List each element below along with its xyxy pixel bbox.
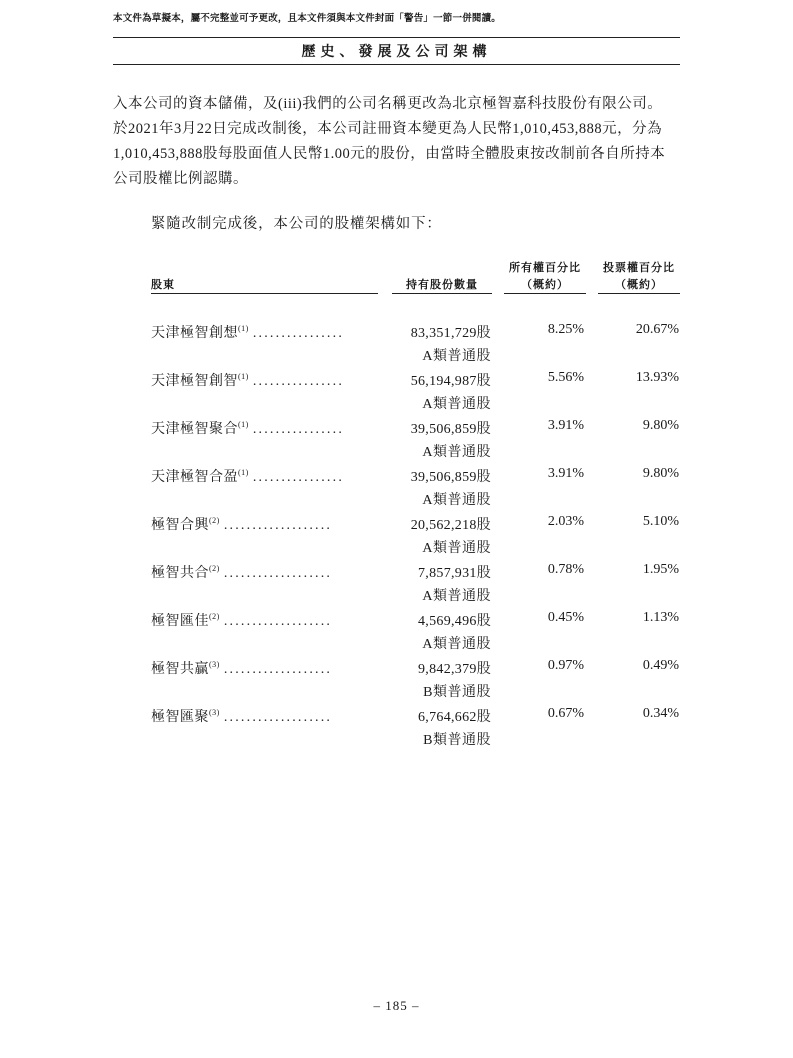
paragraph-line: 公司股權比例認購。 bbox=[113, 171, 248, 187]
shares-held: 9,842,379股 bbox=[418, 662, 491, 677]
shareholder-name: 極智共贏 bbox=[151, 662, 209, 677]
ownership-percentage: 0.97% bbox=[547, 658, 584, 673]
dot-leader: ................ bbox=[252, 374, 345, 389]
shareholder-name: 天津極智聚合 bbox=[151, 422, 238, 437]
table-row bbox=[0, 610, 793, 658]
ownership-percentage: 0.67% bbox=[547, 706, 584, 721]
table-row bbox=[0, 658, 793, 706]
footnote-marker: (1) bbox=[238, 468, 249, 477]
voting-percentage: 9.80% bbox=[642, 418, 679, 433]
header-bottom-rule bbox=[113, 64, 680, 65]
header-ownership-line2: （概約） bbox=[521, 278, 569, 291]
footnote-marker: (2) bbox=[209, 564, 220, 573]
dot-leader: ................ bbox=[252, 326, 345, 341]
shareholder-name-cell bbox=[151, 706, 379, 726]
footnote-marker: (1) bbox=[238, 420, 249, 429]
header-underline bbox=[504, 293, 586, 294]
table-row bbox=[0, 370, 793, 418]
shares-held: 4,569,496股 bbox=[418, 614, 491, 629]
shareholder-name-cell bbox=[151, 610, 379, 630]
header-ownership-line1: 所有權百分比 bbox=[509, 261, 581, 274]
shareholder-name: 天津極智創智 bbox=[151, 374, 238, 389]
share-class: A類普通股 bbox=[422, 637, 491, 652]
footnote-marker: (1) bbox=[238, 372, 249, 381]
dot-leader: ................... bbox=[223, 614, 333, 629]
shareholder-name: 天津極智合盈 bbox=[151, 470, 238, 485]
shares-held: 56,194,987股 bbox=[410, 374, 491, 389]
shares-held: 7,857,931股 bbox=[418, 566, 491, 581]
table-row bbox=[0, 562, 793, 610]
shareholder-name-cell bbox=[151, 562, 379, 582]
dot-leader: ................... bbox=[223, 710, 333, 725]
footnote-marker: (1) bbox=[238, 324, 249, 333]
shareholder-name: 極智匯佳 bbox=[151, 614, 209, 629]
header-shareholder: 股東 bbox=[151, 278, 175, 291]
ownership-percentage: 3.91% bbox=[547, 418, 584, 433]
body-paragraph bbox=[113, 92, 683, 192]
voting-percentage: 1.13% bbox=[642, 610, 679, 625]
header-voting-line1: 投票權百分比 bbox=[603, 261, 675, 274]
share-class: A類普通股 bbox=[422, 541, 491, 556]
shares-held: 39,506,859股 bbox=[410, 470, 491, 485]
page-number: – 185 – bbox=[373, 998, 420, 1013]
table-row bbox=[0, 466, 793, 514]
shares-held: 6,764,662股 bbox=[418, 710, 491, 725]
shareholder-name: 極智共合 bbox=[151, 566, 209, 581]
shareholder-name-cell bbox=[151, 514, 379, 534]
ownership-percentage: 3.91% bbox=[547, 466, 584, 481]
shareholder-name-cell bbox=[151, 658, 379, 678]
voting-percentage: 9.80% bbox=[642, 466, 679, 481]
shareholder-name: 極智匯聚 bbox=[151, 710, 209, 725]
table-row bbox=[0, 418, 793, 466]
header-voting bbox=[598, 259, 680, 293]
shareholder-name-cell bbox=[151, 466, 379, 486]
share-class: B類普通股 bbox=[423, 685, 491, 700]
share-class: A類普通股 bbox=[422, 445, 491, 460]
voting-percentage: 0.34% bbox=[642, 706, 679, 721]
shareholder-name-cell bbox=[151, 418, 379, 438]
share-class: A類普通股 bbox=[422, 397, 491, 412]
shares-held: 39,506,859股 bbox=[410, 422, 491, 437]
footnote-marker: (3) bbox=[209, 708, 220, 717]
dot-leader: ................... bbox=[223, 566, 333, 581]
voting-percentage: 1.95% bbox=[642, 562, 679, 577]
ownership-percentage: 2.03% bbox=[547, 514, 584, 529]
table-row bbox=[0, 514, 793, 562]
dot-leader: ................ bbox=[252, 422, 345, 437]
section-title: 歷史、發展及公司架構 bbox=[301, 44, 492, 60]
voting-percentage: 13.93% bbox=[635, 370, 679, 385]
header-underline bbox=[151, 293, 378, 294]
table-row bbox=[0, 706, 793, 754]
dot-leader: ................... bbox=[223, 662, 333, 677]
paragraph-line: 入本公司的資本儲備，及(iii)我們的公司名稱更改為北京極智嘉科技股份有限公司。 bbox=[113, 96, 663, 112]
shareholder-name-cell bbox=[151, 322, 379, 342]
ownership-percentage: 0.78% bbox=[547, 562, 584, 577]
header-top-rule bbox=[113, 37, 680, 38]
ownership-percentage: 8.25% bbox=[547, 322, 584, 337]
shareholder-name: 天津極智創想 bbox=[151, 326, 238, 341]
draft-disclaimer: 本文件為草擬本，屬不完整並可予更改，且本文件須與本文件封面「警告」一節一併閱讀。 bbox=[113, 13, 502, 24]
header-shares-held: 持有股份數量 bbox=[406, 278, 478, 291]
dot-leader: ................ bbox=[252, 470, 345, 485]
dot-leader: ................... bbox=[223, 518, 333, 533]
voting-percentage: 0.49% bbox=[642, 658, 679, 673]
paragraph-line: 1,010,453,888股每股面值人民幣1.00元的股份，由當時全體股東按改制前各自所持本 bbox=[113, 146, 666, 162]
ownership-percentage: 0.45% bbox=[547, 610, 584, 625]
shareholder-name-cell bbox=[151, 370, 379, 390]
voting-percentage: 5.10% bbox=[642, 514, 679, 529]
header-underline bbox=[392, 293, 492, 294]
table-row bbox=[0, 322, 793, 370]
shareholder-name: 極智合興 bbox=[151, 518, 209, 533]
share-class: A類普通股 bbox=[422, 349, 491, 364]
table-intro: 緊隨改制完成後，本公司的股權架構如下： bbox=[151, 216, 442, 232]
footnote-marker: (3) bbox=[209, 660, 220, 669]
footnote-marker: (2) bbox=[209, 516, 220, 525]
share-class: B類普通股 bbox=[423, 733, 491, 748]
paragraph-line: 於2021年3月22日完成改制後，本公司註冊資本變更為人民幣1,010,453,888元，分為 bbox=[113, 121, 663, 137]
header-voting-line2: （概約） bbox=[615, 278, 663, 291]
ownership-percentage: 5.56% bbox=[547, 370, 584, 385]
shares-held: 83,351,729股 bbox=[410, 326, 491, 341]
share-class: A類普通股 bbox=[422, 493, 491, 508]
footnote-marker: (2) bbox=[209, 612, 220, 621]
shares-held: 20,562,218股 bbox=[410, 518, 491, 533]
voting-percentage: 20.67% bbox=[635, 322, 679, 337]
header-underline bbox=[598, 293, 680, 294]
share-class: A類普通股 bbox=[422, 589, 491, 604]
header-ownership bbox=[504, 259, 586, 293]
